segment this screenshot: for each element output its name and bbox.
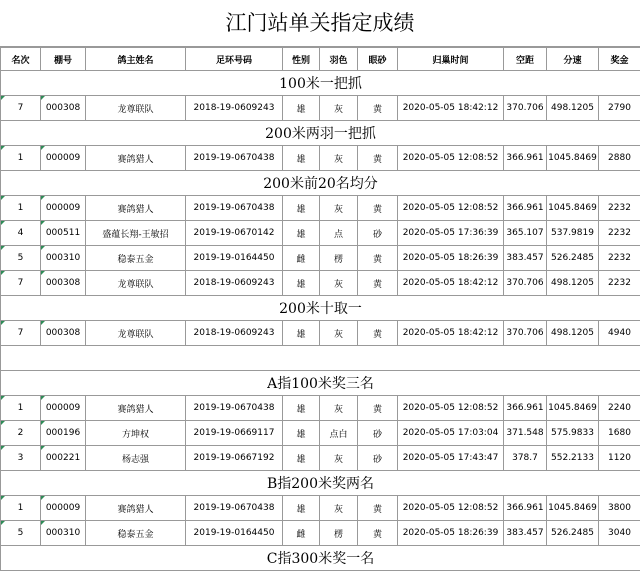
table-cell: 2232 bbox=[599, 221, 640, 246]
table-cell: 黄 bbox=[358, 196, 398, 221]
table-cell: 2020-05-05 17:36:39 bbox=[398, 221, 504, 246]
table-cell: 2020-05-05 17:03:04 bbox=[398, 421, 504, 446]
table-cell: 雄 bbox=[283, 196, 320, 221]
table-row bbox=[1, 496, 640, 521]
section-row bbox=[1, 471, 640, 496]
column-header: 名次 bbox=[1, 48, 41, 71]
table-cell: 3800 bbox=[599, 496, 640, 521]
table-cell: 2019-19-0670438 bbox=[186, 196, 283, 221]
table-cell: 黄 bbox=[358, 271, 398, 296]
section-row bbox=[1, 171, 640, 196]
table-cell: 点白 bbox=[320, 421, 358, 446]
table-cell: 498.1205 bbox=[547, 321, 599, 346]
table-cell: 575.9833 bbox=[547, 421, 599, 446]
table-cell: 2019-19-0667192 bbox=[186, 446, 283, 471]
section-title: 100米一把抓 bbox=[1, 71, 640, 96]
table-cell: 7 bbox=[1, 271, 41, 296]
column-header: 足环号码 bbox=[186, 48, 283, 71]
column-header: 性别 bbox=[283, 48, 320, 71]
table-cell: 砂 bbox=[358, 446, 398, 471]
table-cell: 5 bbox=[1, 521, 41, 546]
table-cell: 杨志强 bbox=[86, 446, 186, 471]
table-cell: 2880 bbox=[599, 146, 640, 171]
section-title: 200米两羽一把抓 bbox=[1, 121, 640, 146]
table-cell: 黄 bbox=[358, 246, 398, 271]
table-cell: 000009 bbox=[41, 146, 86, 171]
table-cell: 366.961 bbox=[504, 146, 547, 171]
table-cell: 黄 bbox=[358, 521, 398, 546]
table-cell: 3040 bbox=[599, 521, 640, 546]
table-cell: 2020-05-05 17:43:47 bbox=[398, 446, 504, 471]
table-cell: 赛鸽猎人 bbox=[86, 196, 186, 221]
table-row bbox=[1, 246, 640, 271]
section-title: A指100米奖三名 bbox=[1, 371, 640, 396]
section-title: 200米十取一 bbox=[1, 296, 640, 321]
table-cell: 盛蕴长翔-王敏招 bbox=[86, 221, 186, 246]
table-cell: 365.107 bbox=[504, 221, 547, 246]
header-row bbox=[1, 48, 640, 71]
table-cell: 2790 bbox=[599, 96, 640, 121]
column-header: 归巢时间 bbox=[398, 48, 504, 71]
table-cell: 370.706 bbox=[504, 321, 547, 346]
table-cell: 2020-05-05 12:08:52 bbox=[398, 396, 504, 421]
table-cell: 498.1205 bbox=[547, 271, 599, 296]
table-cell: 黄 bbox=[358, 146, 398, 171]
table-cell: 赛鸽猎人 bbox=[86, 396, 186, 421]
table-cell: 371.548 bbox=[504, 421, 547, 446]
table-cell: 000221 bbox=[41, 446, 86, 471]
column-header: 眼砂 bbox=[358, 48, 398, 71]
table-cell: 4 bbox=[1, 221, 41, 246]
blank-cell bbox=[1, 346, 640, 371]
table-cell: 雄 bbox=[283, 396, 320, 421]
table-cell: 2019-19-0669117 bbox=[186, 421, 283, 446]
table-cell: 2019-19-0164450 bbox=[186, 246, 283, 271]
section-title: C指300米奖一名 bbox=[1, 546, 640, 571]
section-row bbox=[1, 371, 640, 396]
section-title: 200米前20名均分 bbox=[1, 171, 640, 196]
table-cell: 1680 bbox=[599, 421, 640, 446]
table-cell: 2020-05-05 18:26:39 bbox=[398, 246, 504, 271]
table-cell: 5 bbox=[1, 246, 41, 271]
table-cell: 000009 bbox=[41, 496, 86, 521]
table-cell: 雌 bbox=[283, 521, 320, 546]
table-cell: 稳泰五金 bbox=[86, 521, 186, 546]
table-cell: 000009 bbox=[41, 396, 86, 421]
table-cell: 黄 bbox=[358, 496, 398, 521]
table-cell: 2018-19-0609243 bbox=[186, 321, 283, 346]
section-row bbox=[1, 121, 640, 146]
table-cell: 2019-19-0670438 bbox=[186, 396, 283, 421]
table-cell: 楞 bbox=[320, 521, 358, 546]
table-cell: 2020-05-05 12:08:52 bbox=[398, 496, 504, 521]
table-cell: 雄 bbox=[283, 96, 320, 121]
table-cell: 2020-05-05 18:26:39 bbox=[398, 521, 504, 546]
table-cell: 366.961 bbox=[504, 196, 547, 221]
table-cell: 383.457 bbox=[504, 521, 547, 546]
table-cell: 2019-19-0670142 bbox=[186, 221, 283, 246]
table-cell: 1045.8469 bbox=[547, 196, 599, 221]
table-cell: 2 bbox=[1, 421, 41, 446]
table-cell: 黄 bbox=[358, 396, 398, 421]
table-cell: 1 bbox=[1, 146, 41, 171]
section-row bbox=[1, 546, 640, 571]
table-cell: 1045.8469 bbox=[547, 496, 599, 521]
table-cell: 灰 bbox=[320, 271, 358, 296]
table-body bbox=[1, 71, 640, 571]
table-cell: 7 bbox=[1, 321, 41, 346]
table-cell: 龙尊联队 bbox=[86, 96, 186, 121]
table-row bbox=[1, 196, 640, 221]
table-cell: 370.706 bbox=[504, 271, 547, 296]
table-row bbox=[1, 421, 640, 446]
table-cell: 2232 bbox=[599, 196, 640, 221]
table-cell: 1120 bbox=[599, 446, 640, 471]
table-cell: 赛鸽猎人 bbox=[86, 146, 186, 171]
table-cell: 7 bbox=[1, 96, 41, 121]
table-cell: 灰 bbox=[320, 96, 358, 121]
table-cell: 砂 bbox=[358, 421, 398, 446]
table-cell: 552.2133 bbox=[547, 446, 599, 471]
column-header: 空距 bbox=[504, 48, 547, 71]
table-cell: 2232 bbox=[599, 271, 640, 296]
table-cell: 稳泰五金 bbox=[86, 246, 186, 271]
results-table bbox=[0, 47, 640, 571]
table-cell: 000310 bbox=[41, 246, 86, 271]
table-row bbox=[1, 321, 640, 346]
sheet-title: 江门站单关指定成绩 bbox=[0, 0, 640, 47]
table-cell: 2020-05-05 18:42:12 bbox=[398, 271, 504, 296]
table-cell: 000308 bbox=[41, 271, 86, 296]
table-cell: 雄 bbox=[283, 146, 320, 171]
table-cell: 灰 bbox=[320, 496, 358, 521]
column-header: 鸽主姓名 bbox=[86, 48, 186, 71]
table-cell: 灰 bbox=[320, 146, 358, 171]
table-cell: 3 bbox=[1, 446, 41, 471]
table-cell: 000511 bbox=[41, 221, 86, 246]
table-row bbox=[1, 446, 640, 471]
table-cell: 537.9819 bbox=[547, 221, 599, 246]
table-cell: 赛鸽猎人 bbox=[86, 496, 186, 521]
table-row bbox=[1, 396, 640, 421]
table-cell: 龙尊联队 bbox=[86, 271, 186, 296]
table-cell: 雄 bbox=[283, 221, 320, 246]
table-cell: 370.706 bbox=[504, 96, 547, 121]
table-cell: 雄 bbox=[283, 446, 320, 471]
table-row bbox=[1, 96, 640, 121]
table-row bbox=[1, 271, 640, 296]
table-cell: 526.2485 bbox=[547, 246, 599, 271]
table-row bbox=[1, 521, 640, 546]
table-cell: 000310 bbox=[41, 521, 86, 546]
table-cell: 灰 bbox=[320, 196, 358, 221]
table-cell: 雌 bbox=[283, 246, 320, 271]
table-cell: 点 bbox=[320, 221, 358, 246]
table-cell: 2019-19-0670438 bbox=[186, 496, 283, 521]
table-cell: 000196 bbox=[41, 421, 86, 446]
table-cell: 2020-05-05 12:08:52 bbox=[398, 146, 504, 171]
table-row bbox=[1, 221, 640, 246]
table-cell: 1045.8469 bbox=[547, 396, 599, 421]
table-cell: 366.961 bbox=[504, 496, 547, 521]
column-header: 奖金 bbox=[599, 48, 640, 71]
table-cell: 4940 bbox=[599, 321, 640, 346]
section-title: B指200米奖两名 bbox=[1, 471, 640, 496]
table-cell: 龙尊联队 bbox=[86, 321, 186, 346]
table-cell: 1 bbox=[1, 396, 41, 421]
table-cell: 砂 bbox=[358, 221, 398, 246]
table-cell: 2240 bbox=[599, 396, 640, 421]
table-cell: 2232 bbox=[599, 246, 640, 271]
table-cell: 2019-19-0670438 bbox=[186, 146, 283, 171]
table-cell: 黄 bbox=[358, 321, 398, 346]
table-cell: 000009 bbox=[41, 196, 86, 221]
table-cell: 雄 bbox=[283, 271, 320, 296]
section-row bbox=[1, 71, 640, 96]
table-cell: 楞 bbox=[320, 246, 358, 271]
table-cell: 378.7 bbox=[504, 446, 547, 471]
table-cell: 黄 bbox=[358, 96, 398, 121]
table-cell: 498.1205 bbox=[547, 96, 599, 121]
table-cell: 灰 bbox=[320, 396, 358, 421]
table-cell: 雄 bbox=[283, 321, 320, 346]
table-cell: 366.961 bbox=[504, 396, 547, 421]
table-cell: 2020-05-05 18:42:12 bbox=[398, 96, 504, 121]
column-header: 棚号 bbox=[41, 48, 86, 71]
table-cell: 000308 bbox=[41, 321, 86, 346]
table-cell: 2018-19-0609243 bbox=[186, 271, 283, 296]
table-cell: 雄 bbox=[283, 421, 320, 446]
table-cell: 2019-19-0164450 bbox=[186, 521, 283, 546]
section-row bbox=[1, 296, 640, 321]
table-cell: 雄 bbox=[283, 496, 320, 521]
table-cell: 2018-19-0609243 bbox=[186, 96, 283, 121]
column-header: 分速 bbox=[547, 48, 599, 71]
table-cell: 000308 bbox=[41, 96, 86, 121]
column-header: 羽色 bbox=[320, 48, 358, 71]
table-cell: 526.2485 bbox=[547, 521, 599, 546]
table-cell: 2020-05-05 18:42:12 bbox=[398, 321, 504, 346]
table-cell: 1045.8469 bbox=[547, 146, 599, 171]
table-row bbox=[1, 146, 640, 171]
table-cell: 方坤权 bbox=[86, 421, 186, 446]
table-cell: 383.457 bbox=[504, 246, 547, 271]
table-cell: 1 bbox=[1, 196, 41, 221]
table-cell: 2020-05-05 12:08:52 bbox=[398, 196, 504, 221]
table-cell: 灰 bbox=[320, 446, 358, 471]
table-cell: 1 bbox=[1, 496, 41, 521]
blank-row bbox=[1, 346, 640, 371]
table-cell: 灰 bbox=[320, 321, 358, 346]
